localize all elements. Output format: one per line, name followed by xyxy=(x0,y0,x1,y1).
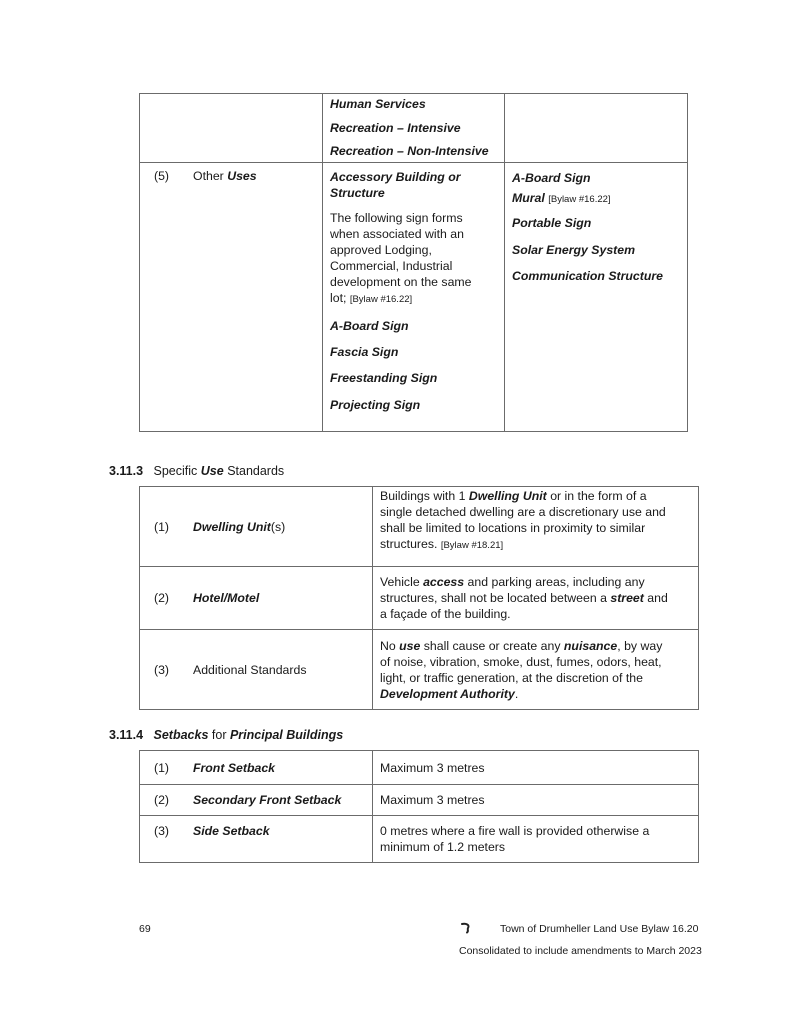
table-row: (1) Dwelling Unit(s) Buildings with 1 Dwelling Unit or in the form of a single detached dwelling are a discretionary use and shall be limited to locations in proximity to similar structures. [Bylaw #18.21] xyxy=(140,487,699,567)
sign-forms-text: The following sign forms when associated with an approved Lodging, Commercial, Industrial development on the same lot; [Bylaw #16.22] xyxy=(330,211,472,305)
table-row xyxy=(140,163,688,432)
uses-table xyxy=(139,93,688,432)
table-row: (3) Additional Standards No use shall cause or create any nuisance, by way of noise, vibration, smoke, dust, fumes, odors, heat, light, or traffic generation, at the discretion of the Development Authority. xyxy=(140,630,699,710)
bylaw-note: [Bylaw #18.21] xyxy=(440,540,504,551)
town-logo-icon xyxy=(460,922,472,934)
row-label: Dwelling Unit(s) xyxy=(193,519,286,534)
use-item: Freestanding Sign xyxy=(330,371,438,385)
bylaw-note: [Bylaw #16.22] xyxy=(548,194,611,205)
accessory-building-use: Accessory Building or Structure xyxy=(330,170,461,200)
setback-value: Maximum 3 metres xyxy=(380,760,485,775)
use-item: Human Services xyxy=(330,97,426,111)
row-label: Additional Standards xyxy=(193,662,307,677)
footer-title: Town of Drumheller Land Use Bylaw 16.20 xyxy=(500,923,699,935)
row-label: Hotel/Motel xyxy=(193,591,260,605)
use-item: Portable Sign xyxy=(512,216,592,230)
row-label: Secondary Front Setback xyxy=(193,793,342,807)
page-number: 69 xyxy=(139,923,151,935)
footer-consolidated: Consolidated to include amendments to March 2023 xyxy=(459,945,702,957)
row-label: Front Setback xyxy=(193,760,275,775)
use-item: Projecting Sign xyxy=(330,398,421,412)
table-row: (2) Secondary Front Setback Maximum 3 metres xyxy=(140,785,699,816)
use-item: Mural [Bylaw #16.22] xyxy=(512,191,611,205)
table-row: (3) Side Setback 0 metres where a fire wall is provided otherwise a minimum of 1.2 meters xyxy=(140,816,699,863)
specific-use-standards-table xyxy=(139,486,699,710)
table-row: (1) Front Setback Maximum 3 metres xyxy=(140,751,699,785)
setbacks-table xyxy=(139,750,699,863)
setback-value: 0 metres where a fire wall is provided otherwise a xyxy=(380,824,650,838)
row-number: (5) xyxy=(154,169,170,183)
row-label: Side Setback xyxy=(193,824,270,838)
use-item: Recreation – Non-Intensive xyxy=(330,144,489,158)
use-item: A-Board Sign xyxy=(330,319,409,333)
use-item: Fascia Sign xyxy=(330,345,399,359)
row-label: Other Uses xyxy=(193,169,257,183)
use-item: A-Board Sign xyxy=(512,171,591,185)
use-item: Solar Energy System xyxy=(512,243,636,257)
bylaw-note: [Bylaw #16.22] xyxy=(349,294,413,305)
section-heading-3-11-4: 3.11.4 Setbacks for Principal Buildings xyxy=(109,728,344,742)
use-item: Communication Structure xyxy=(512,269,663,283)
use-item: Recreation – Intensive xyxy=(330,121,461,135)
section-heading-3-11-3: 3.11.3 Specific Use Standards xyxy=(109,464,285,478)
setback-value: Maximum 3 metres xyxy=(380,793,485,807)
table-row: (2) Hotel/Motel Vehicle access and parking areas, including any structures, shall not be located between a street and a façade of the building. xyxy=(140,567,699,630)
table-row xyxy=(140,94,688,163)
